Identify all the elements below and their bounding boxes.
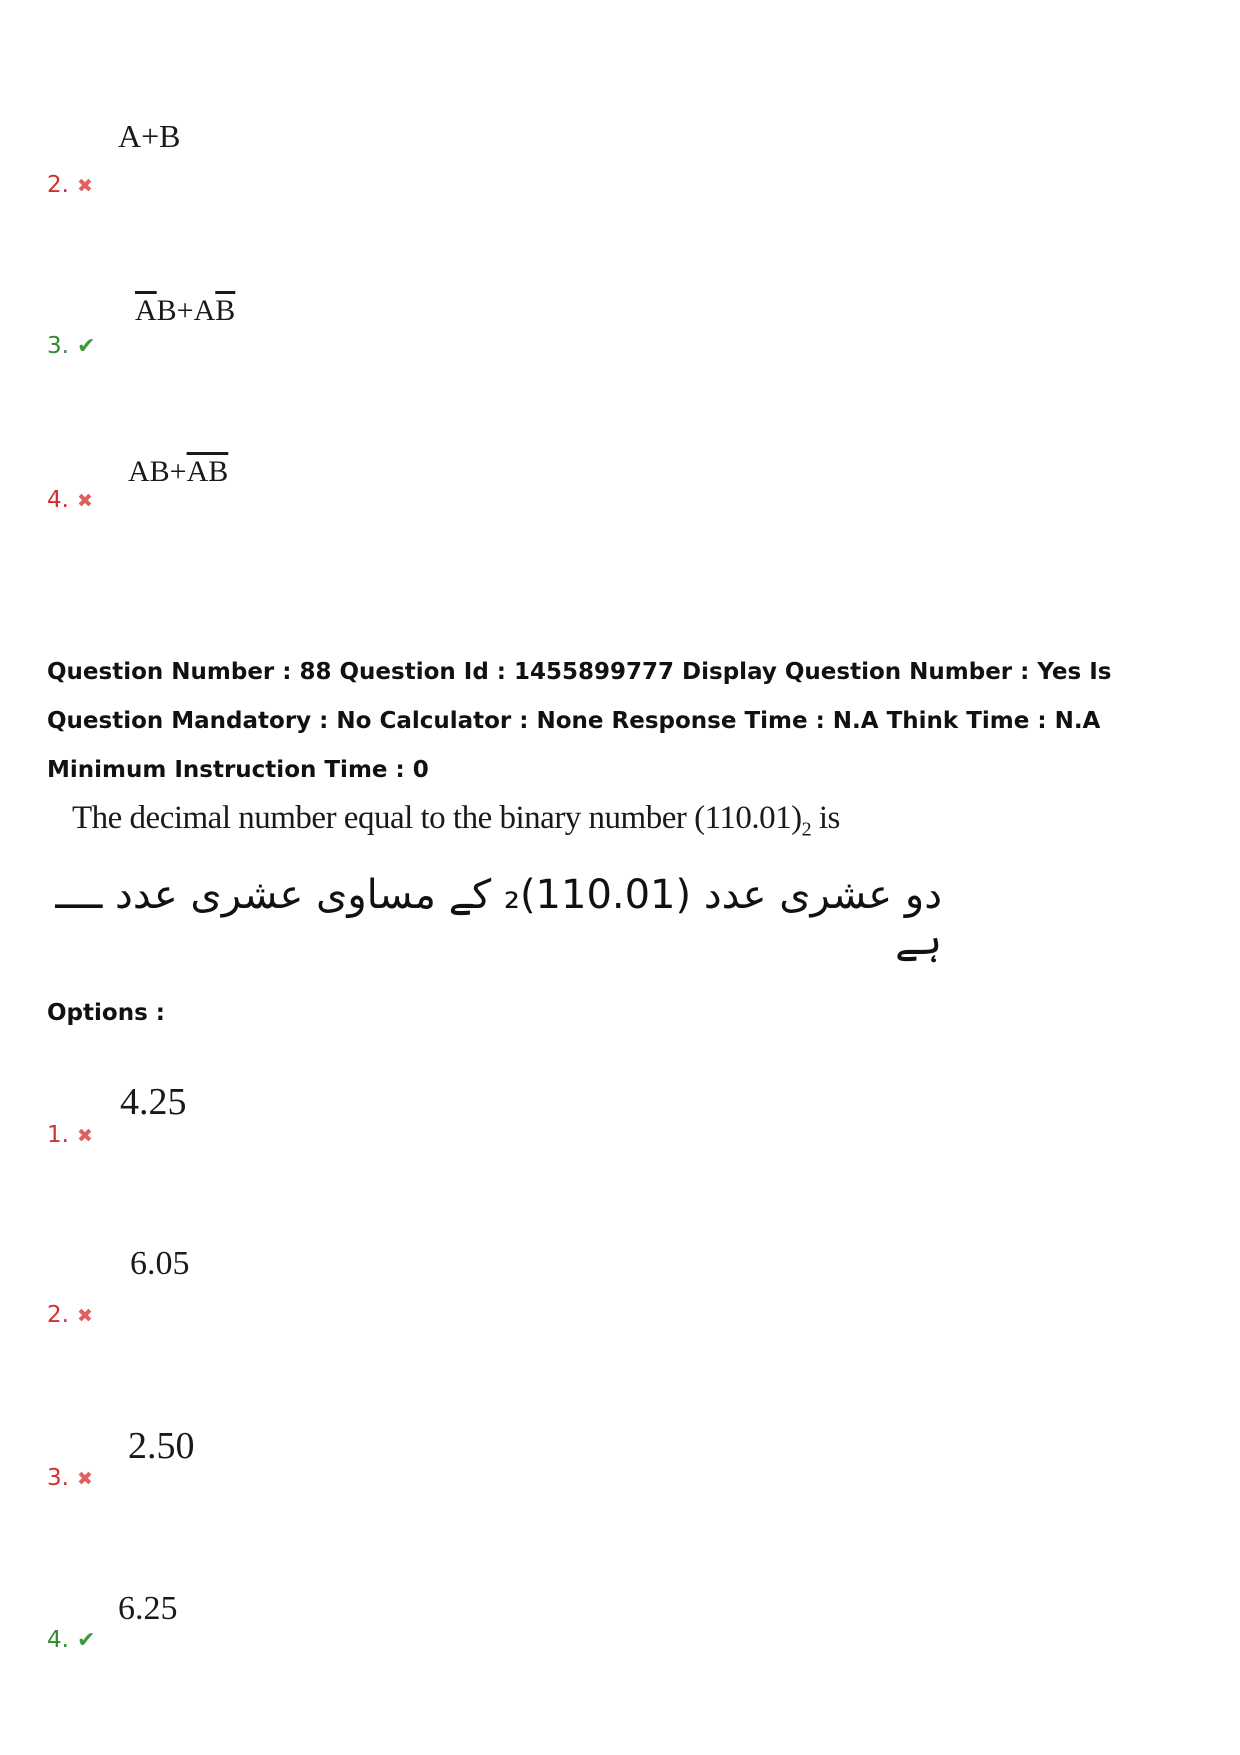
- check-icon: ✔: [76, 1628, 96, 1653]
- question-stem-urdu: دو عشری عدد (110.01)₂ کے مساوی عشری عدد ــــ ہے: [55, 872, 942, 964]
- option-2-image: 6.05: [130, 1245, 190, 1282]
- cross-icon: ✖: [76, 490, 93, 512]
- check-icon: ✔: [76, 334, 96, 359]
- cross-icon: ✖: [76, 1468, 93, 1490]
- cross-icon: ✖: [76, 1305, 93, 1327]
- question-metadata: Question Number : 88 Question Id : 1455899777 Display Question Number : Yes Is Question Mandatory : No Calculator : None Response Time : N.A Think Time : N.A Minimum Instruction Time : 0: [47, 659, 1112, 783]
- prev-option-4-number: 4. ✖: [47, 487, 93, 513]
- option-4-number: 4. ✔: [47, 1627, 96, 1653]
- cross-icon: ✖: [76, 1125, 93, 1147]
- option-4-image: 6.25: [118, 1590, 178, 1627]
- prev-option-3-number: 3. ✔: [47, 333, 96, 359]
- options-heading: Options :: [47, 1000, 165, 1026]
- prev-option-4-image: $AB+\overline{AB}$: [128, 455, 229, 488]
- option-3-image: 2.50: [128, 1425, 195, 1467]
- option-3-number: 3. ✖: [47, 1465, 93, 1491]
- question-stem: The decimal number equal to the binary number $(110.01)_2$ is: [72, 800, 840, 841]
- prev-option-2-number: 2. ✖: [47, 172, 93, 198]
- cross-icon: ✖: [76, 175, 93, 197]
- option-2-number: 2. ✖: [47, 1302, 93, 1328]
- option-1-image: 4.25: [120, 1081, 187, 1123]
- option-1-number: 1. ✖: [47, 1122, 93, 1148]
- prev-option-2-image: A+B: [118, 118, 181, 154]
- prev-option-3-image: $\overline{A}B+A\overline{B}$: [135, 294, 236, 327]
